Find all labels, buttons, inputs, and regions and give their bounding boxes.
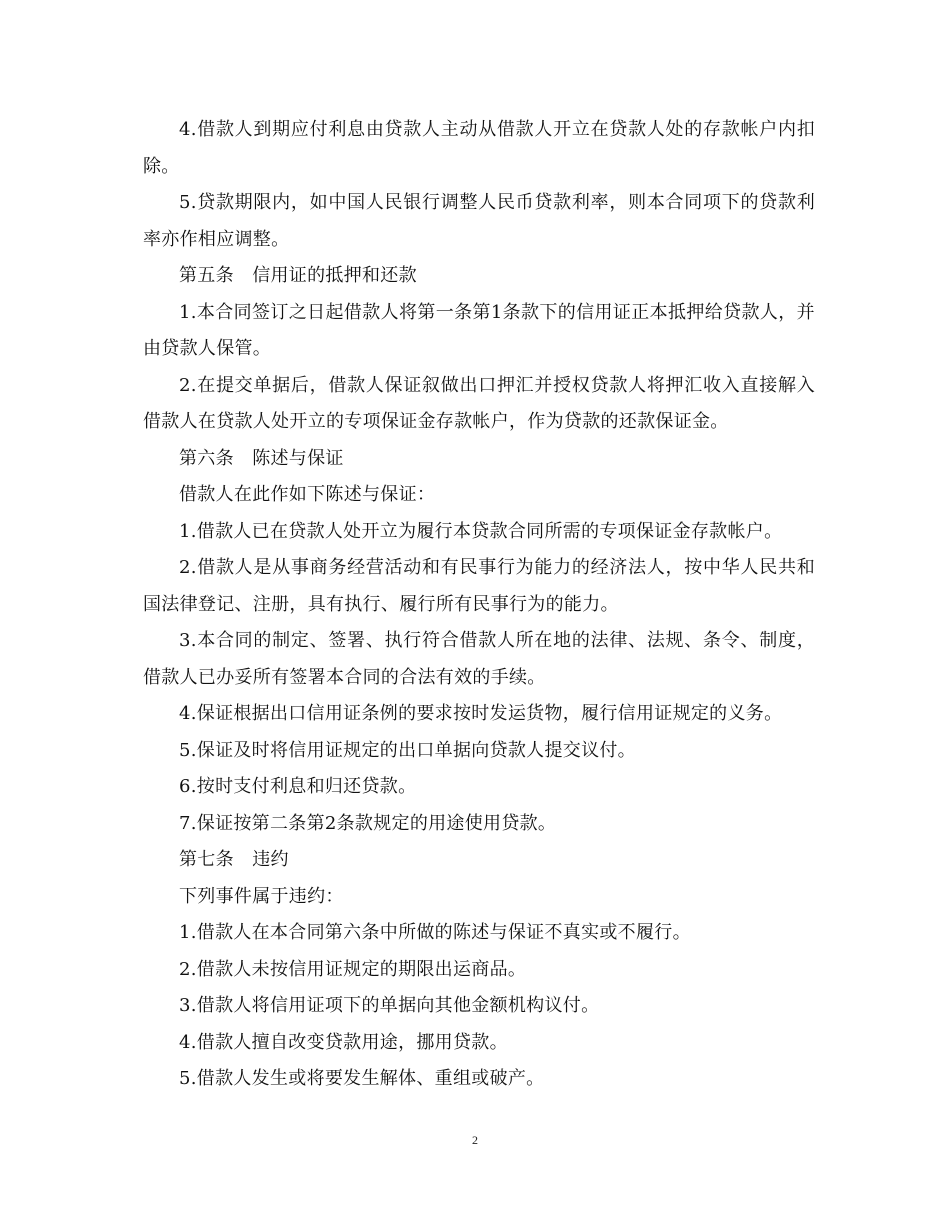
- paragraph-item: 5.借款人发生或将要发生解体、重组或破产。: [179, 1068, 545, 1089]
- paragraph-item: 借款人在此作如下陈述与保证：: [179, 484, 436, 505]
- paragraph-item: 1.借款人在本合同第六条中所做的陈述与保证不真实或不履行。: [179, 922, 691, 943]
- page-number: 2: [472, 1133, 478, 1147]
- paragraph-item: 7.保证按第二条第2条款规定的用途使用贷款。: [179, 812, 557, 834]
- paragraph-item: 5.保证及时将信用证规定的出口单据向贷款人提交议付。: [179, 739, 636, 761]
- paragraph-item: 2.借款人是从事商务经营活动和有民事行为能力的经济法人，按中华人民共和国法律登记、注册，具有执行、履行所有民事行为的能力。: [143, 557, 815, 615]
- paragraph-item: 4.保证根据出口信用证条例的要求按时发运货物，履行信用证规定的义务。: [179, 703, 783, 724]
- document-body: [143, 112, 815, 1098]
- paragraph-item: 4.借款人擅自改变贷款用途，挪用贷款。: [179, 1031, 508, 1053]
- section-heading: 第五条 信用证的抵押和还款: [179, 265, 417, 286]
- paragraph-item: 4.借款人到期应付利息由贷款人主动从借款人开立在贷款人处的存款帐户内扣除。: [143, 119, 815, 177]
- paragraph-item: 3.本合同的制定、签署、执行符合借款人所在地的法律、法规、条令、制度，借款人已办妥所有签署本合同的合法有效的手续。: [143, 630, 815, 688]
- paragraph-item: 1.借款人已在贷款人处开立为履行本贷款合同所需的专项保证金存款帐户。: [179, 520, 783, 542]
- section-heading: 第六条 陈述与保证: [179, 447, 344, 469]
- paragraph-item: 3.借款人将信用证项下的单据向其他金额机构议付。: [179, 995, 600, 1016]
- paragraph-item: 下列事件属于违约：: [179, 885, 344, 907]
- section-heading: 第七条 违约: [179, 849, 289, 870]
- paragraph-item: 6.按时支付利息和归还贷款。: [179, 776, 417, 797]
- paragraph-item: 5.贷款期限内，如中国人民银行调整人民币贷款利率，则本合同项下的贷款利率亦作相应调整。: [143, 192, 815, 250]
- paragraph-item: 2.借款人未按信用证规定的期限出运商品。: [179, 958, 527, 980]
- paragraph-item: 1.本合同签订之日起借款人将第一条第1条款下的信用证正本抵押给贷款人，并由贷款人保管。: [143, 301, 815, 359]
- paragraph-item: 2.在提交单据后，借款人保证叙做出口押汇并授权贷款人将押汇收入直接解入借款人在贷款人处开立的专项保证金存款帐户，作为贷款的还款保证金。: [143, 374, 815, 432]
